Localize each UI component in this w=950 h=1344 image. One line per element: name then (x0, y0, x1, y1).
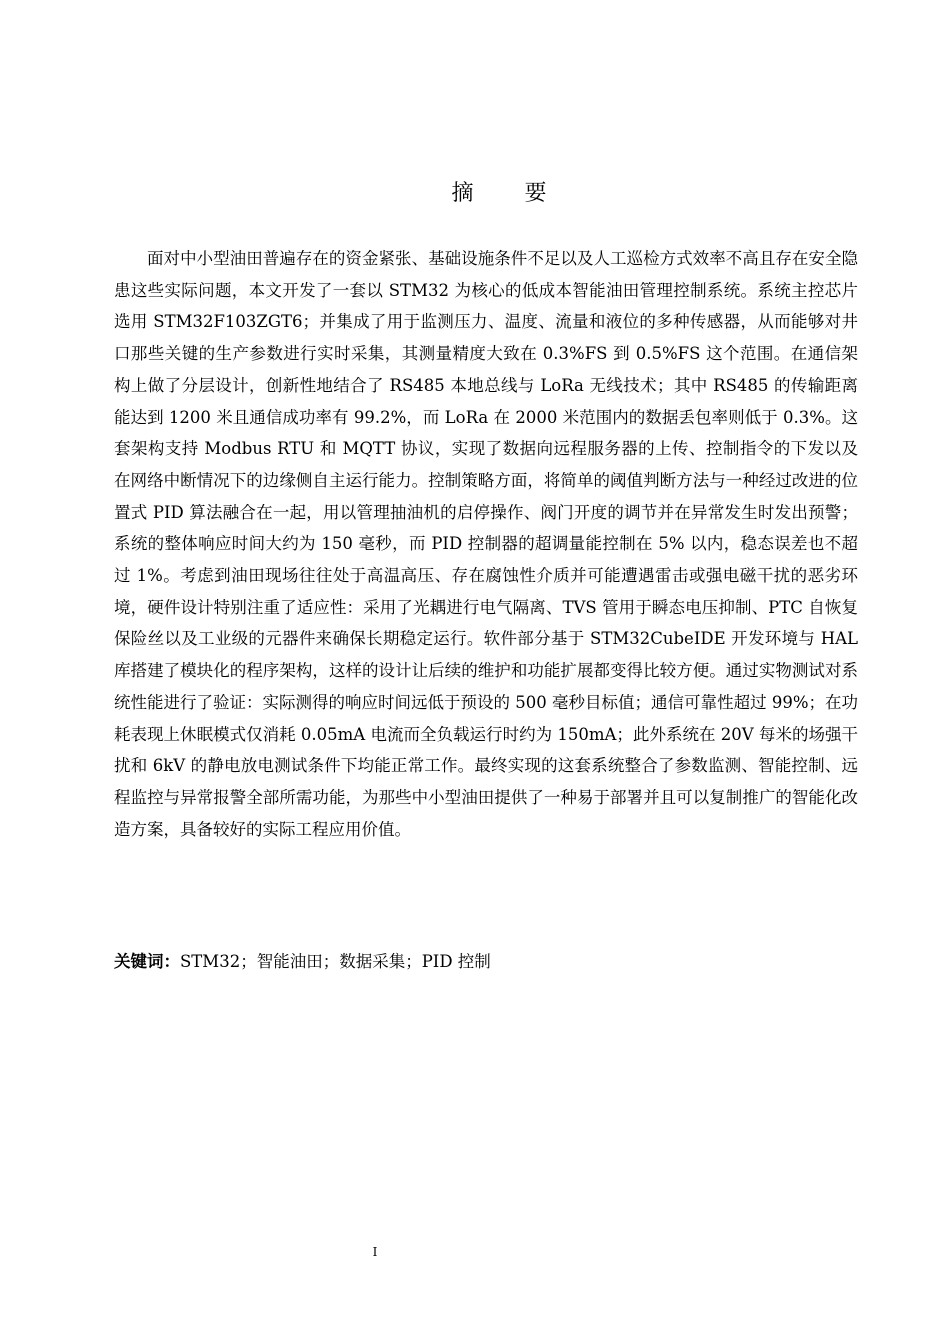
page-number: I (372, 1245, 378, 1259)
abstract-body: 面对中小型油田普遍存在的资金紧张、基础设施条件不足以及人工巡检方式效率不高且存在安全隐患这些实际问题，本文开发了一套以 STM32 为核心的低成本智能油田管理控制系统。系统主控芯片选用 STM32F103ZGT6；并集成了用于监测压力、温度、流量和液位的多种传感器，从而能够对井口那些关键的生产参数进行实时采集，其测量精度大致在 0.3%FS 到 0.5%FS 这个范围。在通信架构上做了分层设计，创新性地结合了 RS485 本地总线与 LoRa 无线技术；其中 RS485 的传输距离能达到 1200 米且通信成功率有 99.2%，而 LoRa 在 2000 米范围内的数据丢包率则低于 0.3%。这套架构支持 Modbus RTU 和 MQTT 协议，实现了数据向远程服务器的上传、控制指令的下发以及在网络中断情况下的边缘侧自主运行能力。控制策略方面，将简单的阈值判断方法与一种经过改进的位置式 PID 算法融合在一起，用以管理抽油机的启停操作、阀门开度的调节并在异常发生时发出预警；系统的整体响应时间大约为 150 毫秒，而 PID 控制器的超调量能控制在 5% 以内，稳态误差也不超过 1%。考虑到油田现场往往处于高温高压、存在腐蚀性介质并可能遭遇雷击或强电磁干扰的恶劣环境，硬件设计特别注重了适应性：采用了光耦进行电气隔离、TVS 管用于瞬态电压抑制、PTC 自恢复保险丝以及工业级的元器件来确保长期稳定运行。软件部分基于 STM32CubeIDE 开发环境与 HAL 库搭建了模块化的程序架构，这样的设计让后续的维护和功能扩展都变得比较方便。通过实物测试对系统性能进行了验证：实际测得的响应时间远低于预设的 500 毫秒目标值；通信可靠性超过 99%；在功耗表现上休眠模式仅消耗 0.05mA 电流而全负载运行时约为 150mA；此外系统在 20V 每米的场强干扰和 6kV 的静电放电测试条件下均能正常工作。最终实现的这套系统整合了参数监测、智能控制、远程监控与异常报警全部所需功能，为那些中小型油田提供了一种易于部署并且可以复制推广的智能化改造方案，具备较好的实际工程应用价值。 (114, 249, 858, 839)
keywords-line (114, 946, 858, 978)
keywords-label: 关键词： (114, 952, 180, 971)
keywords-text: STM32；智能油田；数据采集；PID 控制 (180, 952, 491, 971)
abstract-title: 摘 要 (451, 181, 569, 206)
